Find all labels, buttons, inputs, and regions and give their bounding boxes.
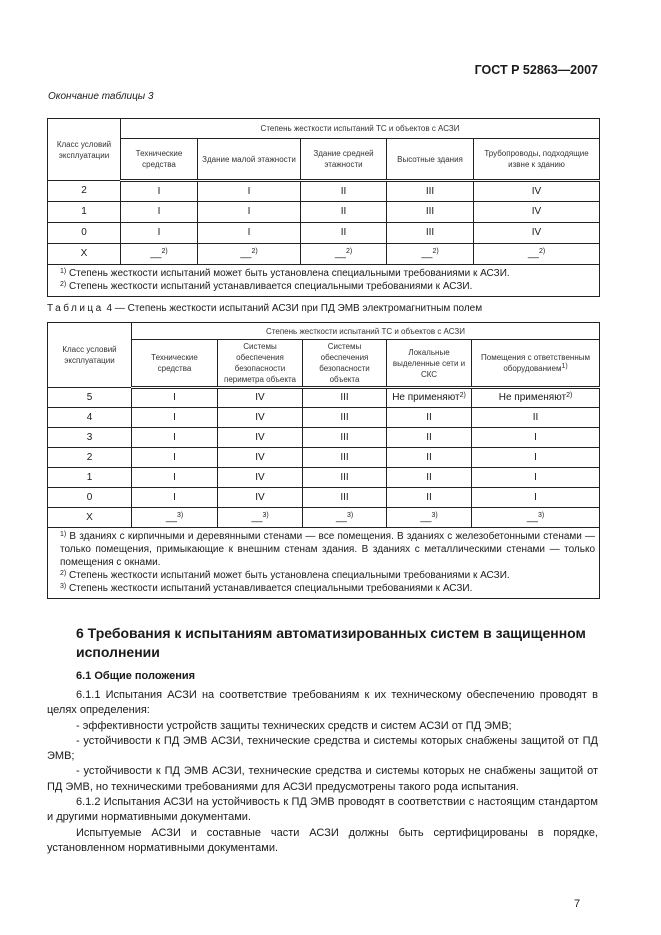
value-text: III (340, 411, 349, 423)
value-text: I (173, 411, 176, 423)
footnote: Степень жесткости испытаний устанавливается специальными требованиями к АСЗИ. (69, 281, 473, 292)
value-cell (132, 508, 218, 528)
table4-caption (47, 303, 482, 314)
value-cell (301, 223, 387, 244)
value-text: II (532, 411, 539, 423)
row-header: Класс условий эксплуатации (48, 323, 132, 388)
value-cell (474, 244, 600, 265)
value-text: I (247, 227, 251, 238)
class-cell: 1 (48, 468, 132, 488)
value-cell (132, 488, 218, 508)
paragraph: - эффективности устройств защиты технических средств и систем АСЗИ от ПД ЭМВ; (76, 719, 512, 732)
value-cell (301, 202, 387, 223)
column-header: Технические средства (132, 340, 218, 388)
table-row (48, 181, 600, 202)
value-text: Не применяют (392, 392, 460, 403)
value-cell (218, 468, 303, 488)
caption-word: Таблица (47, 303, 104, 314)
value-text: IV (255, 451, 265, 463)
footnote-mark: 2) (538, 248, 546, 255)
value-text: II (340, 227, 347, 238)
value-text: I (247, 185, 251, 197)
table3-footnotes (48, 265, 600, 297)
class-cell: X (48, 508, 132, 528)
value-cell (301, 244, 387, 265)
table-row (48, 508, 600, 528)
value-cell (303, 488, 387, 508)
class-cell: 0 (48, 488, 132, 508)
class-cell: 4 (48, 408, 132, 428)
value-text: __ (526, 511, 538, 523)
column-header: Системы обеспечения безопасности периметра объекта (218, 340, 303, 388)
paragraph: - устойчивости к ПД ЭМВ АСЗИ, технические средства и системы которых не снабжены защитой от ПД ЭМВ, но техническими требованиями для АСЗИ предусмотрены такого рода испытания. (47, 765, 598, 793)
column-header-text: Помещения с ответственным оборудованием (481, 353, 590, 373)
value-text: I (534, 431, 537, 443)
value-cell (387, 408, 472, 428)
value-text: I (173, 392, 176, 403)
value-text: I (157, 185, 161, 197)
value-text: III (340, 451, 349, 463)
group-header: Степень жесткости испытаний ТС и объектов с АСЗИ (121, 119, 600, 139)
value-text: III (340, 392, 349, 403)
value-cell (472, 388, 600, 408)
footnote: Степень жесткости испытаний может быть установлена специальными требованиями к АСЗИ. (69, 570, 510, 581)
section-body (47, 688, 598, 856)
value-text: __ (420, 511, 432, 523)
value-text: II (426, 411, 432, 423)
value-cell (387, 223, 474, 244)
value-text: II (340, 185, 347, 197)
column-header: Технические средства (121, 139, 198, 181)
value-text: __ (421, 248, 433, 259)
value-text: III (425, 227, 435, 238)
footnote-mark: 3) (60, 583, 67, 590)
value-cell (132, 408, 218, 428)
footnote-mark: 3) (431, 511, 438, 519)
value-cell (132, 448, 218, 468)
value-cell (198, 223, 301, 244)
value-cell (387, 244, 474, 265)
value-text: Не применяют (498, 392, 567, 403)
value-text: II (426, 491, 432, 503)
footnote-mark: 2) (251, 248, 258, 255)
value-cell (218, 488, 303, 508)
paragraph: 6.1.1 Испытания АСЗИ на соответствие требованиям к их техническому обеспечению проводят в целях определения: (47, 689, 598, 717)
value-text: IV (255, 491, 265, 503)
footnote-mark: 3) (346, 511, 354, 519)
table-row (48, 388, 600, 408)
table-row (48, 428, 600, 448)
column-header: Системы обеспечения безопасности объекта (303, 340, 387, 388)
value-cell (474, 202, 600, 223)
value-text: I (247, 206, 251, 217)
value-cell (218, 448, 303, 468)
value-cell (472, 488, 600, 508)
footnote-mark: 2) (60, 570, 67, 577)
value-cell (387, 181, 474, 202)
value-text: __ (240, 248, 252, 259)
value-cell (472, 428, 600, 448)
footnote-mark: 1) (561, 363, 568, 370)
table3-continuation-label: Окончание таблицы 3 (48, 91, 154, 102)
value-text: III (340, 431, 349, 443)
value-cell (301, 181, 387, 202)
value-cell (218, 388, 303, 408)
class-cell: 1 (48, 202, 121, 223)
footnote-mark: 2) (161, 248, 168, 255)
table-row (48, 488, 600, 508)
subsection-title: 6.1 Общие положения (76, 670, 196, 682)
table-row (48, 468, 600, 488)
table-row (48, 202, 600, 223)
footnote-mark: 2) (345, 248, 353, 255)
value-text: IV (255, 411, 265, 423)
value-cell (303, 408, 387, 428)
value-text: III (425, 206, 435, 217)
value-text: IV (255, 392, 265, 403)
value-text: __ (335, 511, 347, 523)
value-text: III (340, 471, 349, 483)
value-cell (472, 468, 600, 488)
value-text: IV (255, 431, 265, 443)
paragraph: - устойчивости к ПД ЭМВ АСЗИ, технические средства и системы которых снабжены защитой от ПД ЭМВ; (47, 734, 598, 763)
value-text: IV (531, 206, 542, 217)
footnote: В зданиях с кирпичными и деревянными стенами — все помещения. В зданиях с железобетонными стенами — только помещения, примыкающие к внешним стенам здания. В зданиях с металлическими стенами — только помещения с окнами. (60, 531, 596, 568)
value-cell (387, 428, 472, 448)
footnote-mark: 1) (60, 268, 67, 275)
value-cell (387, 448, 472, 468)
value-text: II (426, 471, 432, 483)
value-text: III (340, 491, 349, 503)
value-cell (121, 223, 198, 244)
value-cell (387, 388, 472, 408)
value-cell (387, 468, 472, 488)
value-cell (132, 468, 218, 488)
column-header (472, 340, 600, 388)
value-text: I (534, 491, 537, 503)
value-cell (472, 448, 600, 468)
class-cell: 2 (48, 448, 132, 468)
table-row (48, 223, 600, 244)
value-cell (303, 448, 387, 468)
footnote: Степень жесткости испытаний устанавливается специальными требованиями к АСЗИ. (69, 583, 473, 594)
value-text: I (173, 451, 176, 463)
value-cell (303, 508, 387, 528)
value-text: __ (165, 511, 177, 523)
footnote-mark: 2) (432, 248, 439, 255)
value-cell (474, 181, 600, 202)
page-number: 7 (574, 898, 581, 910)
value-text: __ (334, 248, 346, 259)
column-header: Локальные выделенные сети и СКС (387, 340, 472, 388)
footnote-mark: 1) (60, 531, 67, 538)
class-cell: 5 (48, 388, 132, 408)
value-cell (218, 428, 303, 448)
value-cell (121, 244, 198, 265)
value-cell (132, 388, 218, 408)
value-cell (387, 508, 472, 528)
value-text: IV (531, 185, 542, 197)
value-text: __ (527, 248, 539, 259)
value-text: IV (255, 471, 265, 483)
row-header: Класс условий эксплуатации (48, 119, 121, 181)
caption-text: 4 — Степень жесткости испытаний АСЗИ при ПД ЭМВ электромагнитным полем (106, 303, 483, 314)
value-cell (121, 181, 198, 202)
column-header: Здание средней этажности (301, 139, 387, 181)
value-text: I (534, 471, 537, 483)
column-header: Высотные здания (387, 139, 474, 181)
paragraph: 6.1.2 Испытания АСЗИ на устойчивость к ПД ЭМВ проводят в соответствии с настоящим стандартом и другими нормативными документами. (47, 796, 598, 824)
paragraph: Испытуемые АСЗИ и составные части АСЗИ должны быть сертифицированы в порядке, установленном нормативными документами. (47, 826, 598, 854)
value-cell (121, 202, 198, 223)
value-cell (303, 388, 387, 408)
value-text: __ (150, 248, 162, 259)
table-row (48, 244, 600, 265)
class-cell: 0 (48, 223, 121, 244)
value-text: I (534, 451, 537, 463)
column-header: Здание малой этажности (198, 139, 301, 181)
footnote-mark: 2) (566, 392, 573, 399)
value-cell (218, 408, 303, 428)
class-cell: X (48, 244, 121, 265)
value-cell (132, 428, 218, 448)
footnote-mark: 2) (60, 281, 67, 288)
value-cell (303, 468, 387, 488)
value-text: IV (531, 227, 542, 238)
column-header: Трубопроводы, подходящие извне к зданию (474, 139, 600, 181)
value-cell (387, 202, 474, 223)
value-text: III (425, 185, 435, 197)
value-cell (472, 508, 600, 528)
value-text: I (173, 471, 176, 483)
section-title: 6 Требования к испытаниям автоматизированных систем в защищенном исполнении (76, 625, 586, 660)
table-4 (47, 322, 600, 599)
table-3 (47, 118, 600, 297)
table-row (48, 448, 600, 468)
value-cell (218, 508, 303, 528)
footnote-mark: 3) (537, 511, 545, 519)
value-cell (198, 202, 301, 223)
value-cell (387, 488, 472, 508)
value-text: II (426, 451, 432, 463)
value-cell (303, 428, 387, 448)
value-text: I (157, 227, 161, 238)
value-text: __ (251, 511, 263, 523)
value-text: II (426, 431, 432, 443)
table-row (48, 408, 600, 428)
value-text: II (340, 206, 347, 217)
group-header: Степень жесткости испытаний ТС и объектов с АСЗИ (132, 323, 600, 340)
value-text: I (173, 431, 176, 443)
value-cell (472, 408, 600, 428)
class-cell: 3 (48, 428, 132, 448)
footnote: Степень жесткости испытаний может быть установлена специальными требованиями к АСЗИ. (69, 268, 510, 279)
value-text: I (157, 206, 161, 217)
footnote-mark: 3) (262, 511, 269, 519)
table4-footnotes (48, 528, 600, 599)
footnote-mark: 3) (176, 511, 184, 519)
standard-number: ГОСТ Р 52863—2007 (474, 63, 598, 77)
footnote-mark: 2) (459, 392, 466, 399)
value-cell (474, 223, 600, 244)
class-cell: 2 (48, 181, 121, 202)
value-cell (198, 181, 301, 202)
value-cell (198, 244, 301, 265)
value-text: I (173, 491, 176, 503)
